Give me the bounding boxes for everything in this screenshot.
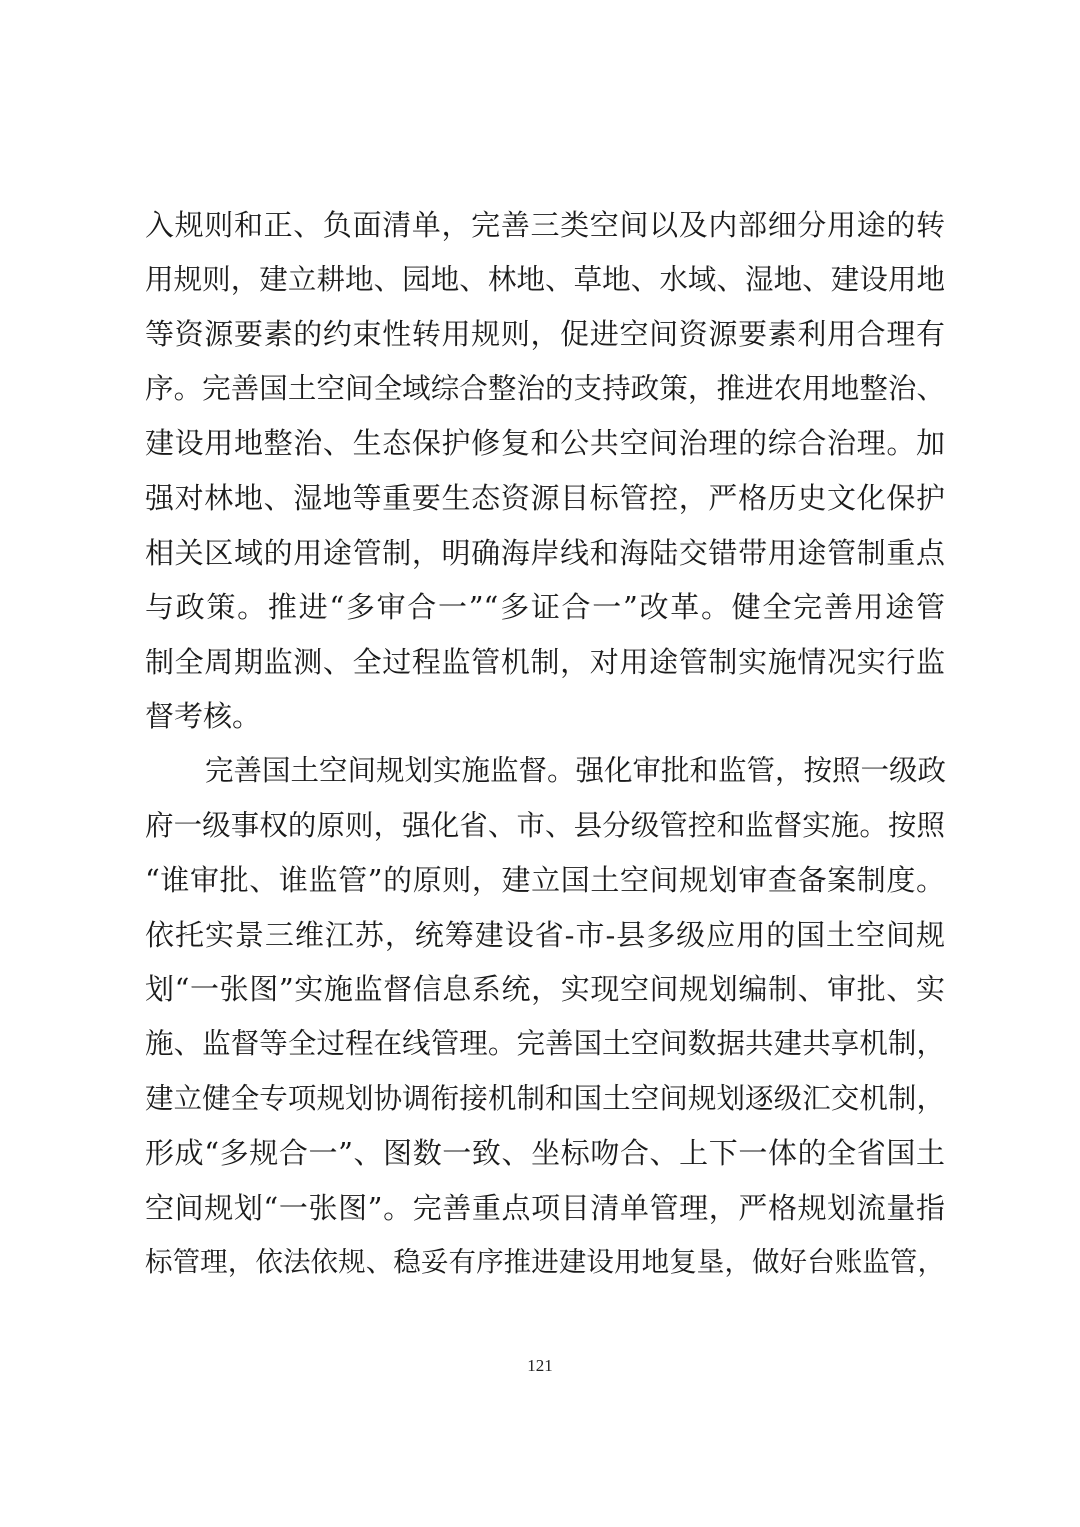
text-line: 建设用地整治、生态保护修复和公共空间治理的综合治理。加 (145, 426, 945, 461)
text-line: 用规则，建立耕地、园地、林地、草地、水域、湿地、建设用地 (145, 262, 945, 296)
text-line: 入规则和正、负面清单，完善三类空间以及内部细分用途的转 (145, 208, 945, 242)
text-line: 制全周期监测、全过程监管机制，对用途管制实施情况实行监 (145, 644, 945, 679)
text-line: 相关区域的用途管制，明确海岸线和海陆交错带用途管制重点 (145, 535, 945, 570)
page-number: 121 (527, 1356, 553, 1375)
text-line: 序。完善国土空间全域综合整治的支持政策，推进农用地整治、 (145, 371, 945, 405)
text-line: 形成“多规合一”、图数一致、坐标吻合、上下一体的全省国土 (145, 1136, 945, 1171)
body-text (145, 198, 945, 1290)
text-line: “谁审批、谁监管”的原则，建立国土空间规划审查备案制度。 (145, 863, 945, 898)
text-line: 依托实景三维江苏，统筹建设省-市-县多级应用的国土空间规 (145, 917, 945, 952)
text-line: 建立健全专项规划协调衔接机制和国土空间规划逐级汇交机制， (145, 1081, 945, 1115)
text-line: 强对林地、湿地等重要生态资源目标管控，严格历史文化保护 (145, 480, 945, 515)
paragraph-heading-line: 完善国土空间规划实施监督。强化审批和监管，按照一级政 (205, 753, 947, 787)
text-line: 督考核。 (145, 699, 262, 734)
text-line: 施、监督等全过程在线管理。完善国土空间数据共建共享机制， (145, 1026, 945, 1060)
text-line: 空间规划“一张图”。完善重点项目清单管理，严格规划流量指 (145, 1190, 945, 1225)
text-line: 与政策。推进“多审合一”“多证合一”改革。健全完善用途管 (145, 590, 945, 625)
text-line: 标管理，依法依规、稳妥有序推进建设用地复垦，做好台账监管， (145, 1246, 945, 1279)
text-line: 等资源要素的约束性转用规则，促进空间资源要素利用合理有 (145, 317, 945, 352)
text-line: 府一级事权的原则，强化省、市、县分级管控和监督实施。按照 (145, 808, 945, 842)
text-line: 划“一张图”实施监督信息系统，实现空间规划编制、审批、实 (145, 972, 945, 1007)
